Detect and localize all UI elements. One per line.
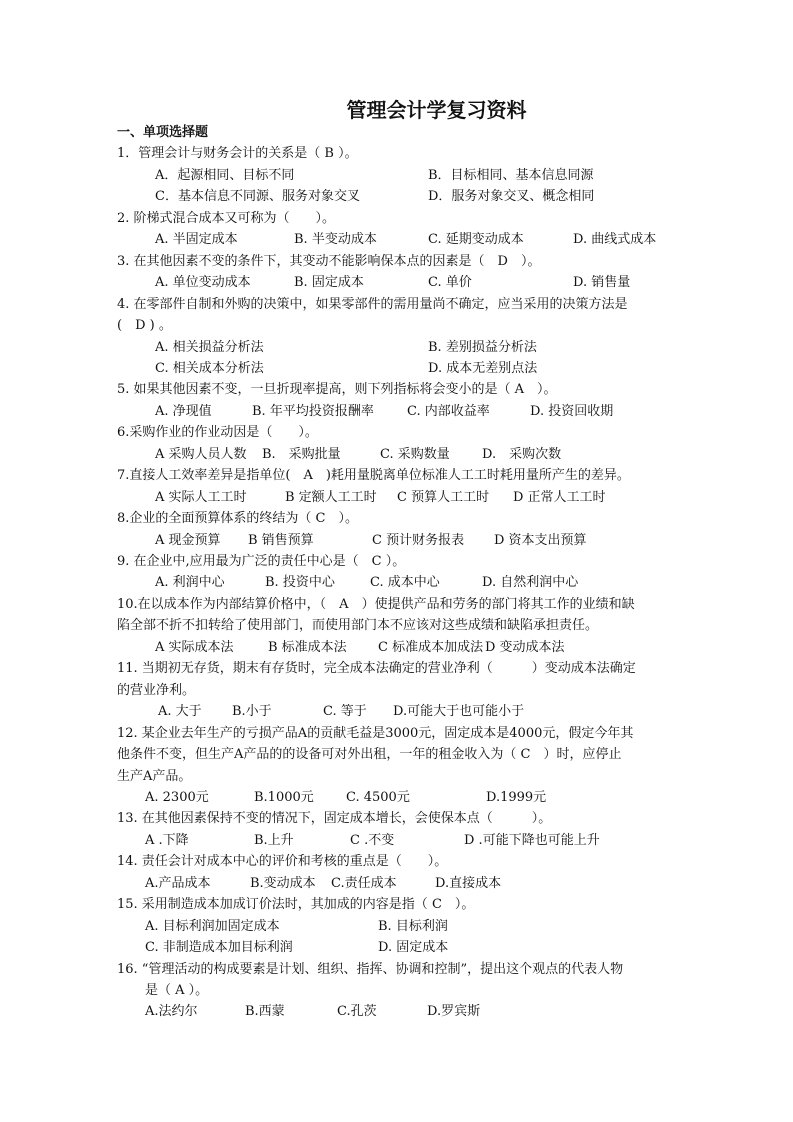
answer-option: B. 半变动成本 (294, 232, 377, 248)
answer-option: D.1999元 (486, 789, 547, 805)
answer-option: C.孔茨 (337, 1004, 377, 1020)
answer-option: D. 销售量 (573, 275, 631, 291)
answer-option: A. 2300元 (145, 789, 209, 805)
answer-option: D 变动成本法 (485, 639, 565, 655)
question-stem: 12. 某企业去年生产的亏损产品A的贡献毛益是3000元，固定成本是4000元，假定今年其 (117, 725, 634, 741)
answer-option: A. 相关损益分析法 (155, 339, 264, 355)
answer-option: C. 采购数量 (380, 446, 450, 462)
question-stem: 15. 采用制造成本加成订价法时，其加成的内容是指（ C ）。 (117, 897, 475, 913)
answer-option: A 采购人员人数 (155, 446, 247, 462)
answer-option: D. 成本无差别点法 (428, 360, 538, 376)
answer-option: C. 延期变动成本 (428, 232, 524, 248)
document-title: 管理会计学复习资料 (346, 98, 527, 122)
answer-option: A 现金预算 (155, 532, 221, 548)
section-heading: 一、单项选择题 (117, 125, 209, 140)
answer-option: C. 非制造成本加目标利润 (145, 940, 293, 956)
answer-option: B. 目标利润 (378, 918, 448, 934)
answer-option: D. 曲线式成本 (573, 232, 657, 248)
answer-option: D 资本支出预算 (494, 532, 587, 548)
answer-option: B. 年平均投资报酬率 (252, 403, 374, 419)
answer-option: C 预计财务报表 (372, 532, 465, 548)
question-stem: 9. 在企业中,应用最为广泛的责任中心是（ C ）。 (117, 554, 406, 569)
answer-option: A.产品成本 (145, 875, 211, 891)
answer-option: C. 单价 (428, 275, 472, 291)
question-stem: 4. 在零部件自制和外购的决策中，如果零部件的需用量尚不确定，应当采用的决策方法是 (117, 296, 628, 312)
answer-option: A 实际人工工时 (155, 489, 247, 505)
question-stem: 生产A产品。 (117, 768, 192, 784)
answer-option: C 预算人工工时 (397, 489, 490, 505)
answer-option: B.小于 (232, 704, 272, 720)
question-stem: 是（ A ）。 (145, 983, 209, 998)
answer-option: D. 投资回收期 (530, 403, 614, 419)
answer-option: A .下降 (145, 832, 189, 848)
answer-option: A. 单位变动成本 (155, 275, 251, 291)
answer-option: B.1000元 (254, 789, 314, 805)
answer-option: C .不变 (350, 832, 395, 848)
answer-option: C.责任成本 (331, 875, 397, 891)
question-stem: ( D ) 。 (117, 318, 172, 334)
answer-option: B. 差别损益分析法 (428, 339, 537, 355)
answer-option: A. 目标利润加固定成本 (145, 918, 280, 934)
answer-option: D．服务对象交叉、概念相同 (428, 189, 595, 205)
question-stem: 2. 阶梯式混合成本又可称为（ ）。 (117, 210, 336, 226)
answer-option: B.变动成本 (250, 875, 316, 891)
answer-option: B. 固定成本 (294, 275, 364, 291)
answer-option: A．起源相同、目标不同 (155, 167, 295, 183)
question-stem: 8.企业的全面预算体系的终结为（ C ）。 (117, 511, 358, 527)
answer-option: C. 成本中心 (370, 575, 440, 591)
question-stem: 3. 在其他因素不变的条件下，其变动不能影响保本点的因素是（ D ）。 (117, 253, 541, 269)
answer-option: B.上升 (254, 832, 294, 848)
answer-option: D.罗宾斯 (427, 1004, 481, 1020)
answer-option: B.西蒙 (245, 1004, 285, 1020)
answer-option: D. 采购次数 (482, 446, 562, 462)
answer-option: D .可能下降也可能上升 (464, 832, 600, 848)
question-stem: 16. “管理活动的构成要素是计划、组织、指挥、协调和控制”，提出这个观点的代表人物 (117, 961, 624, 977)
answer-option: B. 采购批量 (262, 446, 341, 462)
answer-option: C. 相关成本分析法 (155, 360, 264, 376)
question-stem: 的营业净利。 (117, 682, 196, 698)
answer-option: A 实际成本法 (155, 639, 234, 655)
answer-option: D.直接成本 (435, 875, 502, 891)
answer-option: A. 净现值 (155, 403, 212, 419)
answer-option: C. 等于 (323, 704, 367, 720)
answer-option: C. 4500元 (346, 789, 410, 805)
answer-option: C. 内部收益率 (407, 403, 490, 419)
question-stem: 10.在以成本作为内部结算价格中，（ A ）使提供产品和劳务的部门将其工作的业绩和缺 (117, 596, 635, 612)
answer-option: A. 半固定成本 (155, 232, 238, 248)
question-stem: 7.直接人工效率差异是指单位( A )耗用量脱离单位标准人工工时耗用量所产生的差异。 (117, 468, 630, 484)
answer-option: C 标准成本加成法 (378, 639, 484, 655)
question-stem: 1．管理会计与财务会计的关系是（ B ）。 (117, 146, 358, 162)
question-stem: 14. 责任会计对成本中心的评价和考核的重点是（ ）。 (117, 854, 448, 870)
answer-option: D 正常人工工时 (513, 489, 606, 505)
answer-option: A. 大于 (158, 704, 202, 720)
question-stem: 5. 如果其他因素不变，一旦折现率提高，则下列指标将会变小的是（ A ）。 (117, 382, 557, 398)
answer-option: B 标准成本法 (268, 639, 347, 655)
answer-option: B 定额人工工时 (285, 489, 377, 505)
question-stem: 陷全部不折不扣转给了使用部门，而使用部门本不应该对这些成绩和缺陷承担责任。 (117, 618, 599, 634)
answer-option: D.可能大于也可能小于 (393, 704, 525, 720)
answer-option: D. 固定成本 (378, 940, 449, 956)
answer-option: B. 投资中心 (265, 575, 335, 591)
answer-option: A. 利润中心 (155, 575, 225, 591)
answer-option: B．目标相同、基本信息同源 (428, 167, 594, 183)
question-stem: 13. 在其他因素保持不变的情况下，固定成本增长，会使保本点（ ）。 (117, 811, 552, 827)
question-stem: 11. 当期初无存货，期末有存货时，完全成本法确定的营业净利（ ）变动成本法确定 (117, 661, 636, 677)
answer-option: C．基本信息不同源、服务对象交叉 (155, 189, 360, 205)
answer-option: D. 自然利润中心 (482, 575, 579, 591)
answer-option: B 销售预算 (248, 532, 314, 548)
answer-option: A.法约尔 (145, 1004, 198, 1020)
question-stem: 6.采购作业的作业动因是（ ）。 (117, 425, 318, 441)
question-stem: 他条件不变，但生产A产品的的设备可对外出租，一年的租金收入为（ C ）时，应停止 (117, 747, 622, 763)
